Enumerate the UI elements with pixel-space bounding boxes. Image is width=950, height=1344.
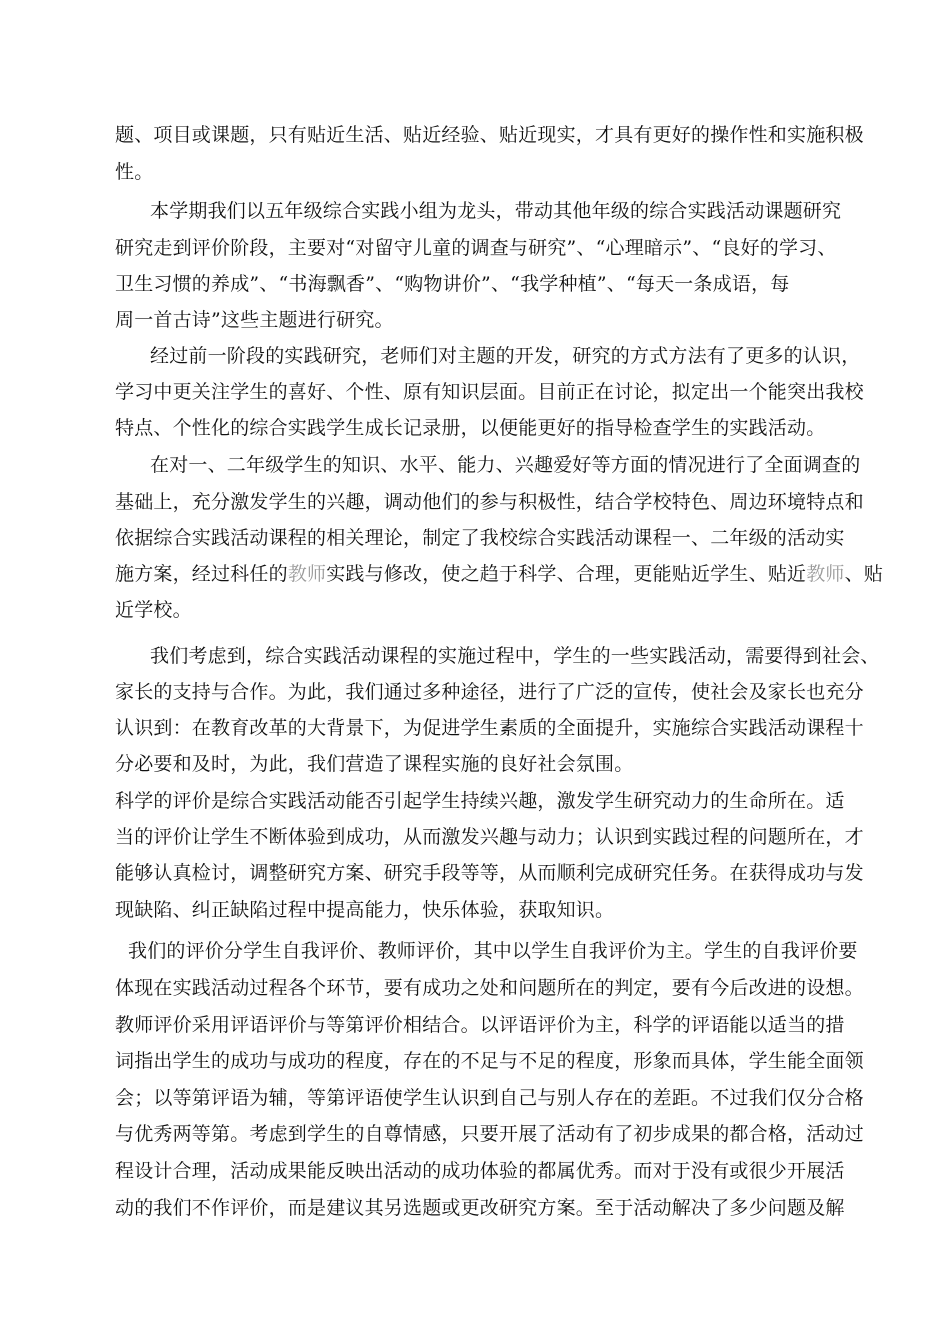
text-line: 家长的支持与合作。为此，我们通过多种途径，进行了广泛的宣传，使社会及家长也充分	[115, 681, 864, 703]
text-line: 学习中更关注学生的喜好、个性、原有知识层面。目前正在讨论，拟定出一个能突出我校	[115, 381, 864, 403]
text-line: 依据综合实践活动课程的相关理论，制定了我校综合实践活动课程一、二年级的活动实	[115, 527, 845, 549]
text-line: 经过前一阶段的实践研究，老师们对主题的开发，研究的方式方法有了更多的认识，	[150, 345, 861, 367]
keyword-link[interactable]: 教师	[287, 563, 327, 585]
text-line: 性。	[115, 161, 154, 183]
text-segment: 实践与修改，使之趋于科学、合理，更能贴近学生、贴近	[326, 563, 807, 585]
text-line: 会；以等第评语为辅，等第评语使学生认识到自己与别人存在的差距。不过我们仅分合格	[115, 1087, 864, 1109]
text-line: 现缺陷、纠正缺陷过程中提高能力，快乐体验，获取知识。	[115, 899, 615, 921]
text-line: 能够认真检讨，调整研究方案、研究手段等等，从而顺利完成研究任务。在获得成功与发	[115, 862, 864, 884]
text-line: 分必要和及时，为此，我们营造了课程实施的良好社会氛围。	[115, 753, 634, 775]
text-line: 卫生习惯的养成”、“书海飘香”、“购物讲价”、“我学种植”、“每天一条成语，每	[115, 273, 790, 295]
text-line: 本学期我们以五年级综合实践小组为龙头，带动其他年级的综合实践活动课题研究	[150, 200, 842, 222]
text-line	[115, 561, 883, 587]
text-line: 近学校。	[115, 599, 192, 621]
text-line: 周一首古诗”这些主题进行研究。	[115, 309, 394, 331]
text-line: 基础上，充分激发学生的兴趣，调动他们的参与积极性，结合学校特色、周边环境特点和	[115, 491, 864, 513]
text-line: 我们的评价分学生自我评价、教师评价，其中以学生自我评价为主。学生的自我评价要	[128, 940, 858, 962]
text-line: 在对一、二年级学生的知识、水平、能力、兴趣爱好等方面的情况进行了全面调查的	[150, 454, 861, 476]
text-line: 我们考虑到，综合实践活动课程的实施过程中，学生的一些实践活动，需要得到社会、	[150, 645, 880, 667]
text-line: 题、项目或课题，只有贴近生活、贴近经验、贴近现实，才具有更好的操作性和实施积极	[115, 124, 864, 146]
text-line: 当的评价让学生不断体验到成功，从而激发兴趣与动力；认识到实践过程的问题所在，才	[115, 826, 864, 848]
text-line: 认识到：在教育改革的大背景下，为促进学生素质的全面提升，实施综合实践活动课程十	[115, 717, 864, 739]
text-line: 动的我们不作评价，而是建议其另选题或更改研究方案。至于活动解决了多少问题及解	[115, 1197, 845, 1219]
text-line: 科学的评价是综合实践活动能否引起学生持续兴趣，激发学生研究动力的生命所在。适	[115, 790, 845, 812]
keyword-link[interactable]: 教师	[806, 563, 845, 585]
text-line: 程设计合理，活动成果能反映出活动的成功体验的都属优秀。而对于没有或很少开展活	[115, 1160, 845, 1182]
text-segment: 、贴	[844, 563, 884, 585]
text-line: 词指出学生的成功与成功的程度，存在的不足与不足的程度，形象而具体，学生能全面领	[115, 1050, 864, 1072]
text-segment: 施方案，经过科任的	[115, 563, 288, 585]
text-line: 与优秀两等第。考虑到学生的自尊情感，只要开展了活动有了初步成果的都合格，活动过	[115, 1123, 864, 1145]
text-line: 特点、个性化的综合实践学生成长记录册，以便能更好的指导检查学生的实践活动。	[115, 417, 826, 439]
text-line: 研究走到评价阶段，主要对“对留守儿童的调查与研究”、“心理暗示”、“良好的学习、	[115, 237, 837, 259]
text-line: 教师评价采用评语评价与等第评价相结合。以评语评价为主，科学的评语能以适当的措	[115, 1014, 845, 1036]
text-line: 体现在实践活动过程各个环节，要有成功之处和问题所在的判定，要有今后改进的设想。	[115, 977, 864, 999]
